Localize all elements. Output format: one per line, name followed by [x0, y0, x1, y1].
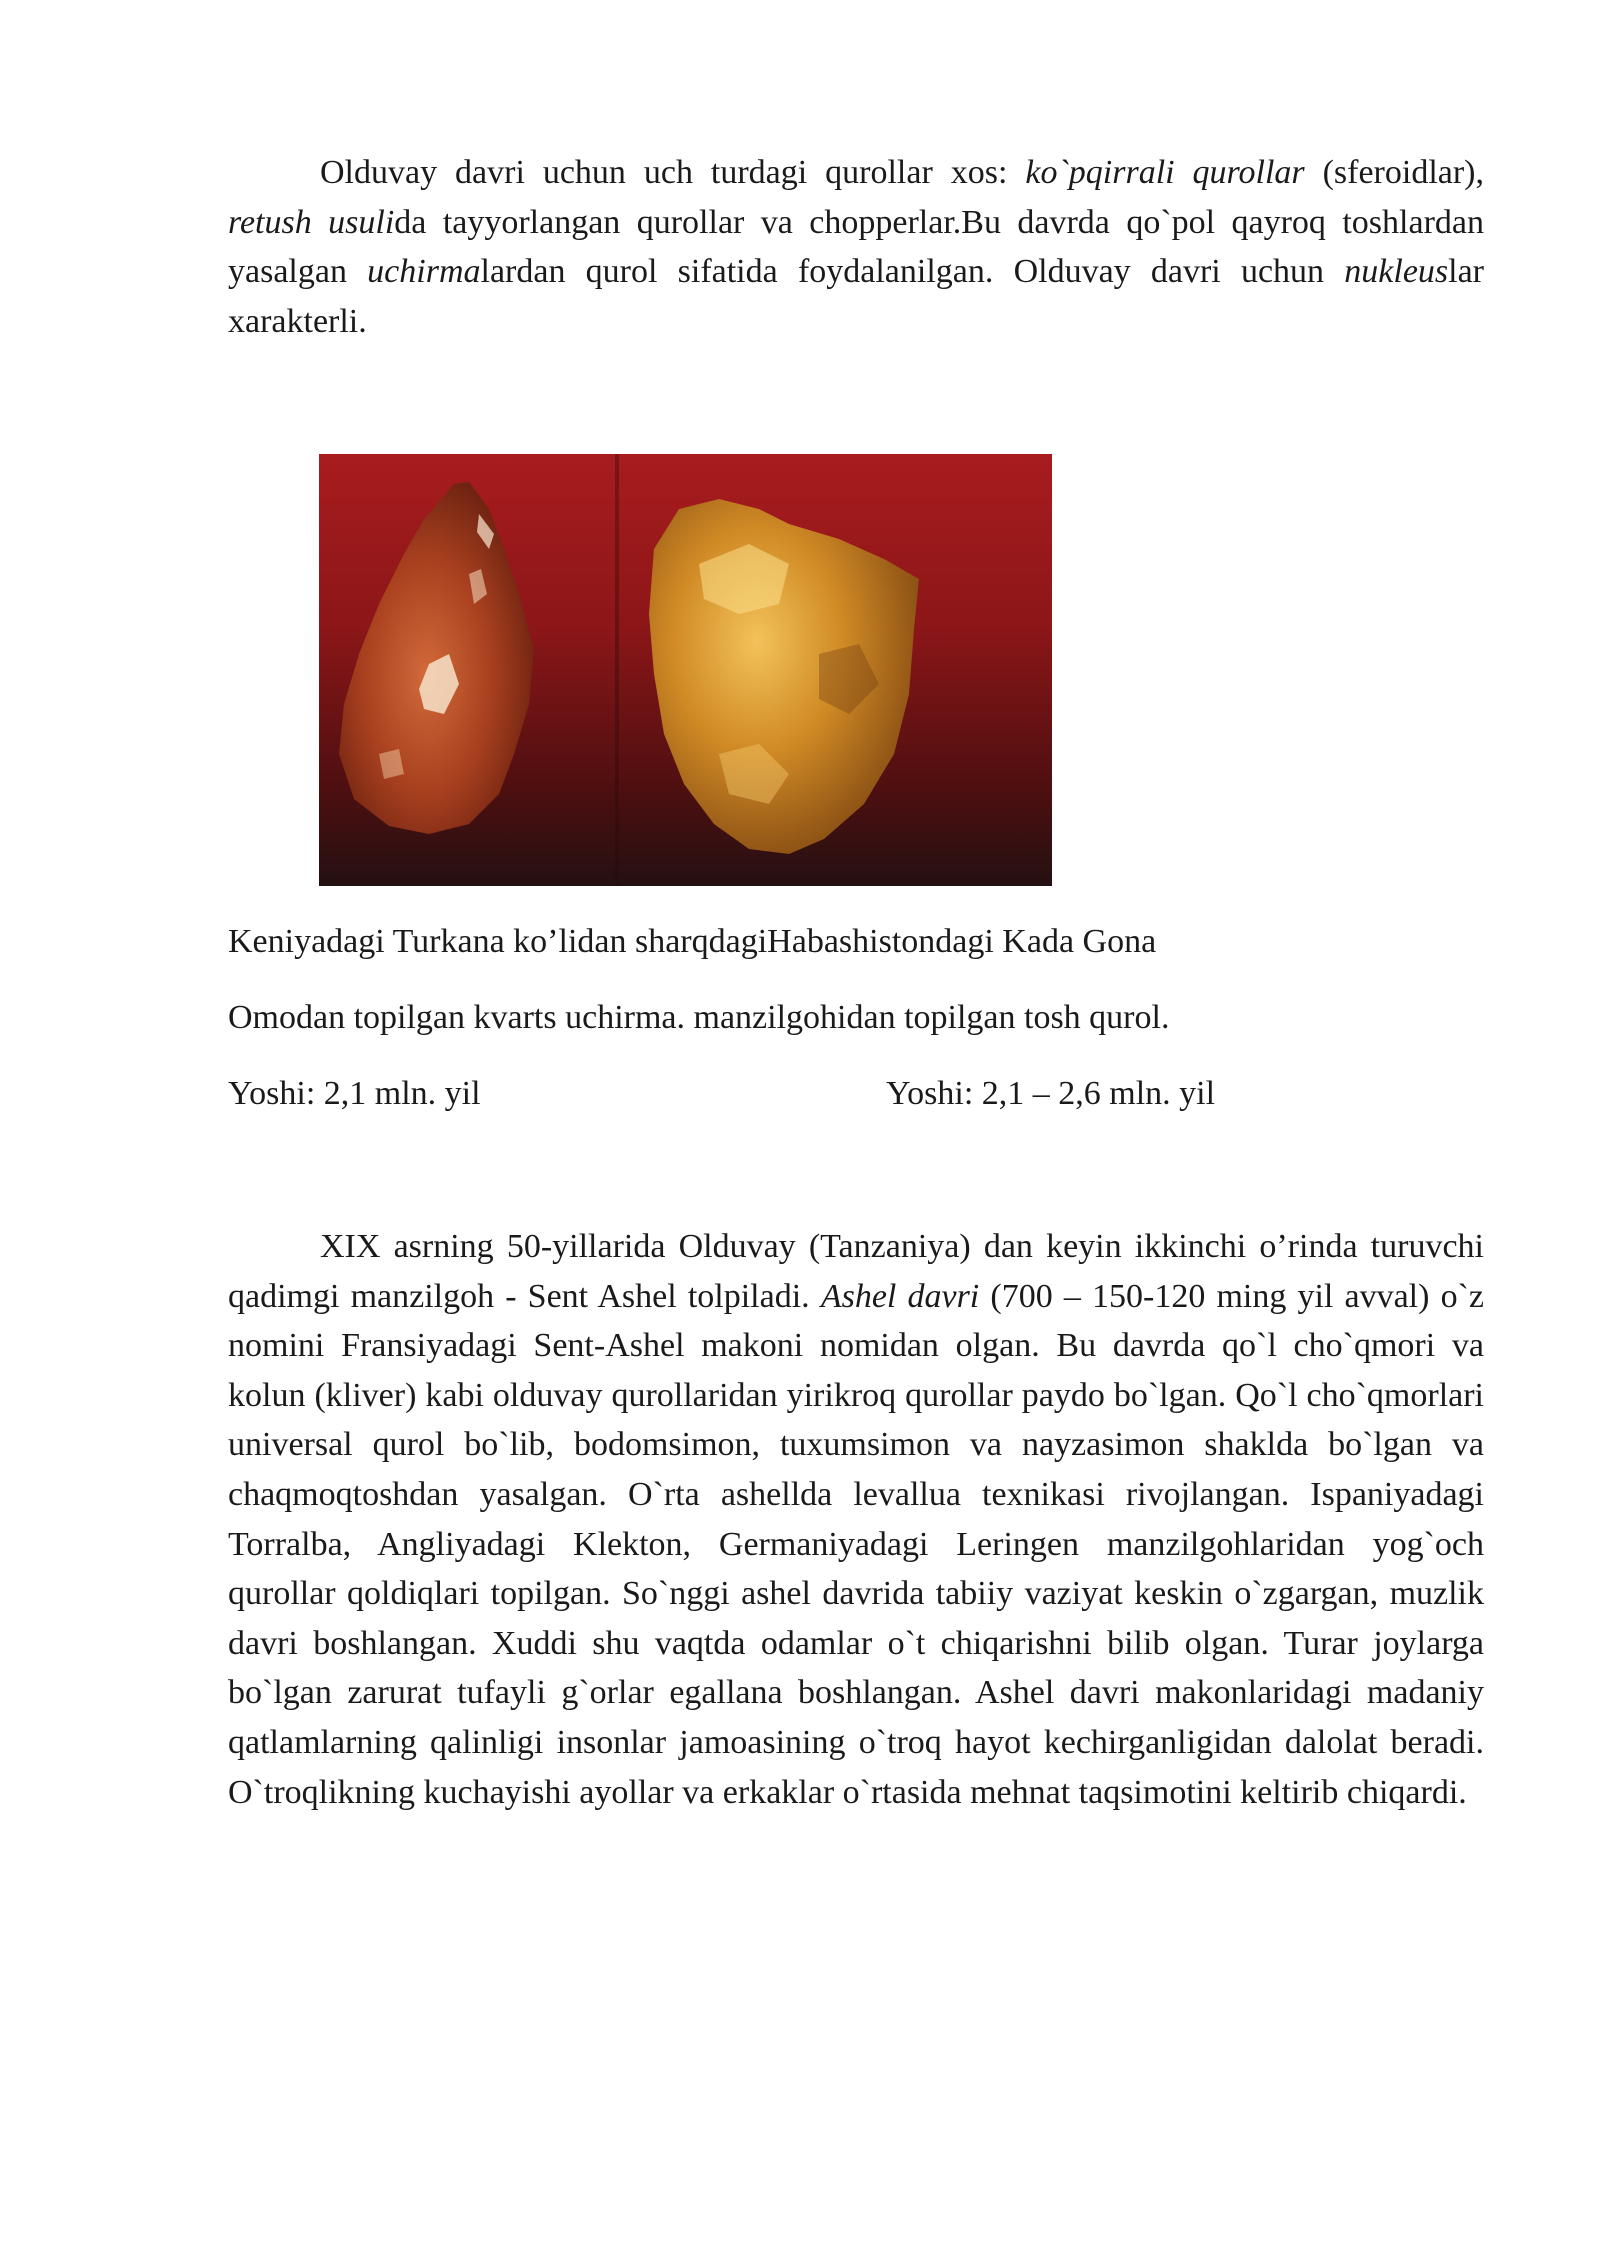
text-run: (sferoidlar), — [1304, 154, 1485, 191]
italic-term: ko`pqirrali qurollar — [1025, 154, 1305, 191]
caption-line: Omodan topilgan kvarts uchirma. manzilgohidan topilgan tosh qurol. — [228, 999, 1170, 1036]
text-run: lar xarakterli. — [228, 253, 1484, 340]
paragraph-ashel — [228, 1222, 1484, 1817]
text-run: (700 – 150-120 ming yil avval) o`z nomini Fransiyadagi Sent-Ashel makoni nomidan olgan. Bu davrda qo`l cho`qmori va kolun (kliver) kabi olduvay qurollaridan yirikroq qurollar paydo bo`lgan. Qo`l cho`qmorlari universal qurol bo`lib, bodomsimon, tuxumsimon va nayzasimon shaklda bo`lgan va chaqmoqtoshdan yasalgan. O`rta ashellda levallua texnikasi rivojlangan. Ispaniyadagi Torralba, Angliyadagi Klekton, Germaniyadagi Leringen manzilgohlaridan yog`och qurollar qoldiqlari topilgan. So`nggi ashel davrida tabiiy vaziyat keskin o`zgargan, muzlik davri boshlangan. Xuddi shu vaqtda odamlar o`t chiqarishni bilib olgan. Turar joylarga bo`lgan zarurat tufayli g`orlar egallana boshlangan. Ashel davri makonlaridagi madaniy qatlamlarning qalinligi insonlar jamoasining o`troq hayot kechirganligidan dalolat beradi. O`troqlikning kuchayishi ayollar va erkaklar o`rtasida mehnat taqsimotini keltirib chiqardi. — [228, 1277, 1485, 1811]
italic-term: uchirma — [367, 253, 481, 291]
text-run: Olduvay davri uchun uch turdagi qurollar xos: — [320, 154, 1026, 191]
photo-divider — [615, 454, 619, 886]
stone-tools-illustration — [319, 454, 1052, 886]
text-run: da tayyorlangan qurollar va chopperlar.Bu davrda qo`pol qayroq toshlardan yasalgan — [228, 203, 1484, 291]
italic-term: nukleus — [1344, 253, 1449, 291]
quartz-flake-image — [339, 482, 534, 834]
caption-age-right: Yoshi: 2,1 – 2,6 mln. yil — [886, 1075, 1216, 1112]
italic-term: Ashel davri — [820, 1277, 980, 1315]
italic-term: retush usuli — [228, 203, 395, 241]
text-run: XIX asrning 50-yillarida Olduvay (Tanzaniya) dan keyin ikkinchi o’rinda turuvchi qadimgi manzilgoh - Sent Ashel tolpiladi. — [228, 1228, 1484, 1315]
caption-age-left: Yoshi: 2,1 mln. yil — [228, 1075, 481, 1112]
text-run: lardan qurol sifatida foydalanilgan. Olduvay davri uchun — [480, 253, 1345, 291]
paragraph-olduvay — [228, 148, 1484, 346]
caption-line: Keniyadagi Turkana ko’lidan sharqdagiHabashistondagi Kada Gona — [228, 923, 1157, 960]
stone-tools-photo — [319, 454, 1052, 886]
stone-tool-image — [649, 499, 919, 854]
